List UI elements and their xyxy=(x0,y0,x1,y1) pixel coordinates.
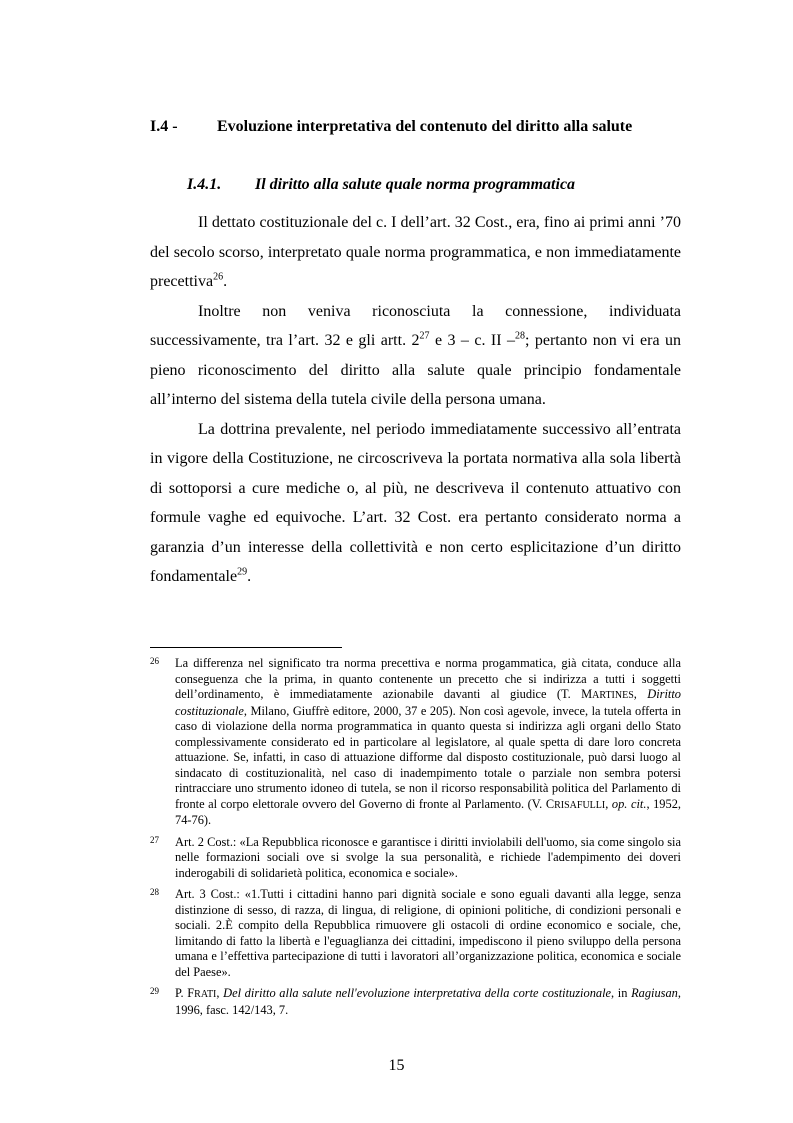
footnote-26: 26 La differenza nel significato tra norma precettiva e norma progammatica, già citata, conduce alla conseguenza che la prima, in quanto contenente un precetto che si indirizza a tutti i soggetti dell’ordinamento, è immediatamente azionabile davanti al giudice (T. MARTINES, Diritto costituzionale, Milano, Giuffrè editore, 2000, 37 e 205). Non così agevole, invece, la tutela offerta in caso di violazione della norma programmatica in quanto questa si indirizza agli organi dello Stato complessivamente considerato ed in particolare al legislatore, al quale spetta di dare loro concreta attuazione. Se, infatti, in caso di attuazione difforme dal disposto costituzionale, può darsi luogo al sindacato di costituzionalità, nel caso di inadempimento totale o parziale non sembra potersi rintracciare uno strumento idoneo di tutela, se non il ricorso responsabilità politica del Parlamento di fronte al corpo elettorale ovvero del Governo di fronte al Parlamento. (V. CRISAFULLI, op. cit., 1952, 74-76). xyxy=(150,656,681,827)
paragraph-3: La dottrina prevalente, nel periodo immediatamente successivo all’entrata in vigore della Costituzione, ne circoscriveva la portata normativa alla sola libertà di sottoporsi a cure mediche o, al più, ne descriveva il contenuto attuativo con formule vaghe ed equivoche. L’art. 32 Cost. era pertanto considerato norma a garanzia d’un interesse della collettività e non certo esplicitazione d’un diritto fondamentale$^{29}$. xyxy=(150,420,681,585)
footnote-27: 27 Art. 2 Cost.: «La Repubblica riconosce e garantisce i diritti inviolabili dell'uomo, sia come singolo sia nelle formazioni sociali ove si svolge la sua personalità, e richiede l'adempimento dei doveri inderogabili di solidarietà politica, economica e sociale». xyxy=(150,834,681,880)
section-title: Evoluzione interpretativa del contenuto del diritto alla salute xyxy=(217,118,633,135)
paragraph-2: Inoltre non veniva riconosciuta la connessione, individuata successivamente, tra l’art. 32 e gli artt. $2^{27}$ e 3 – c. II –$^{28}$; pertanto non vi era un pieno riconoscimento del diritto alla salute quale principio fondamentale all’interno del sistema della tutela civile della persona umana. xyxy=(150,302,682,408)
footnote-ref-29[interactable]: 29 xyxy=(237,566,248,578)
section-heading xyxy=(150,118,632,136)
footnote-number: 27 xyxy=(150,834,159,845)
section-number: I.4 - xyxy=(150,118,178,135)
subsection-heading xyxy=(187,176,575,194)
footnote-number: 28 xyxy=(150,887,159,897)
body-text xyxy=(150,208,681,592)
footnote-ref-28[interactable]: 28 xyxy=(514,330,525,342)
footnote-28: 28 Art. 3 Cost.: «1.Tutti i cittadini hanno pari dignità sociale e sono eguali davanti alla legge, senza distinzione di sesso, di razza, di lingua, di religione, di opinioni politiche, di condizioni personali e sociali. 2.È compito della Repubblica rimuovere gli ostacoli di ordine economico e sociale, che, limitando di fatto la libertà e l'eguaglianza dei cittadini, impediscono il pieno sviluppo della persona umana e l’effettiva partecipazione di tutti i lavoratori all’organizzazione politica, economica e sociale del Paese». xyxy=(150,887,681,979)
footnote-29: 29 P. FRATI, Del diritto alla salute nell'evoluzione interpretativa della corte costituzionale, in Ragiusan, 1996, fasc. 142/143, 7. xyxy=(150,986,681,1017)
footnote-separator xyxy=(150,647,342,648)
footnote-ref-27[interactable]: 27 xyxy=(419,330,430,342)
page-number: 15 xyxy=(388,1057,405,1074)
subsection-title: Il diritto alla salute quale norma programmatica xyxy=(255,176,576,193)
footnote-number: 26 xyxy=(150,656,159,666)
footnote-number: 29 xyxy=(150,986,159,996)
subsection-number: I.4.1. xyxy=(187,176,222,193)
footnote-ref-26[interactable]: 26 xyxy=(213,271,224,283)
paragraph-1: Il dettato costituzionale del c. I dell’art. 32 Cost., era, fino ai primi anni ’70 del secolo scorso, interpretato quale norma programmatica, e non immediatamente precettiva$^{26}$. xyxy=(150,214,681,290)
footnotes xyxy=(150,656,681,1024)
